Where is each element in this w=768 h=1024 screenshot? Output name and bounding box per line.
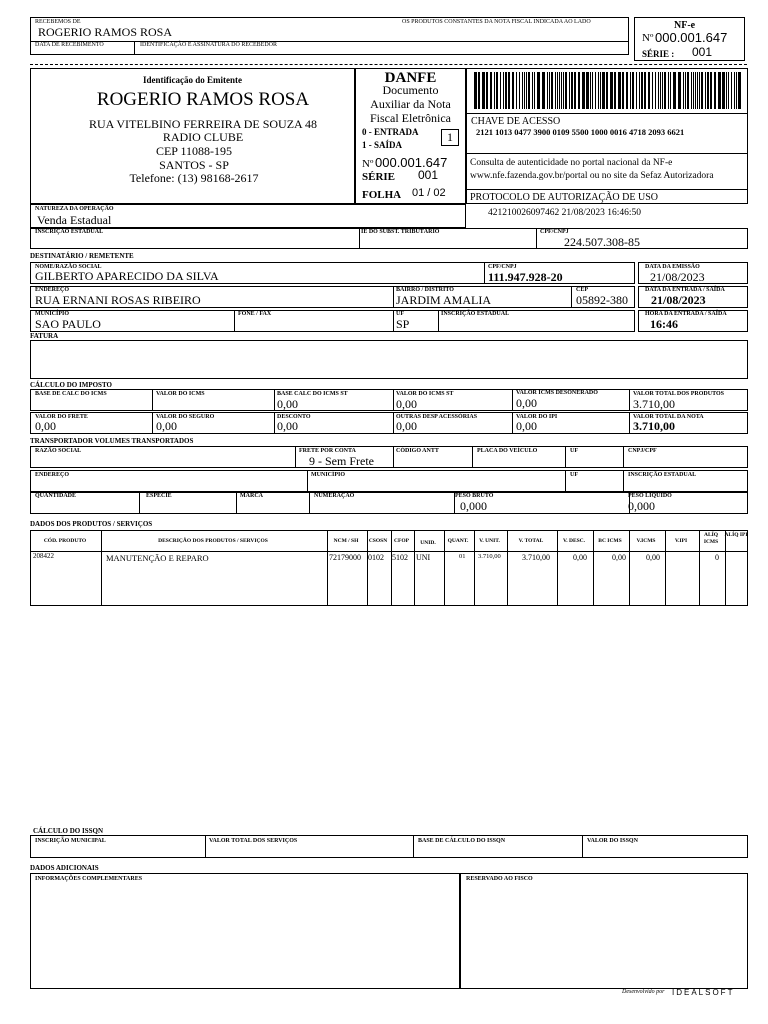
col-quant: QUANT. — [447, 538, 469, 544]
row-bcicms: 0,00 — [612, 553, 626, 562]
emitente-cnpj-label: CPF/CNPJ — [540, 229, 569, 235]
transp-uf2-label: UF — [570, 472, 578, 478]
canhoto-data-recebimento-label: DATA DE RECEBIMENTO — [35, 42, 104, 48]
row-vdesc: 0,00 — [573, 553, 587, 562]
barcode-bar — [668, 72, 669, 109]
fatura-section: FATURA — [30, 332, 59, 340]
canhoto-numero-prefix: Nº — [642, 32, 654, 44]
barcode-bar — [622, 72, 624, 109]
barcode-bar — [693, 72, 694, 109]
dest-cep: 05892-380 — [576, 293, 628, 307]
issqn-total-label: VALOR TOTAL DOS SERVIÇOS — [209, 838, 298, 844]
seguro-label: VALOR DO SEGURO — [156, 414, 215, 420]
barcode-bar — [555, 72, 556, 109]
reservado-fisco-box — [460, 873, 748, 989]
danfe-desc3: Fiscal Eletrônica — [370, 111, 451, 125]
barcode-bar — [549, 72, 550, 109]
danfe-folha: 01 / 02 — [412, 187, 446, 199]
transp-peso-bruto-label: PESO BRUTO — [455, 493, 494, 499]
dest-cpf-label: CPF/CNPJ — [488, 264, 517, 270]
barcode-bar — [697, 72, 698, 109]
barcode-bar — [494, 72, 495, 109]
chave-label: CHAVE DE ACESSO — [471, 116, 561, 127]
dest-municipio-label: MUNICÍPIO — [35, 311, 69, 317]
barcode-bar — [610, 72, 613, 109]
barcode-bar — [658, 72, 659, 109]
barcode-bar — [678, 72, 681, 109]
barcode-bar — [736, 72, 737, 109]
barcode-bar — [710, 72, 712, 109]
barcode-bar — [673, 72, 676, 109]
total-nota: 3.710,00 — [633, 419, 675, 433]
emitente-header: Identificação do Emitente — [143, 75, 242, 85]
seguro: 0,00 — [156, 419, 177, 433]
emitente-nome: ROGERIO RAMOS ROSA — [96, 89, 310, 110]
valor-st: 0,00 — [396, 397, 417, 411]
dest-saida: 21/08/2023 — [651, 293, 706, 307]
row-vicms: 0,00 — [646, 553, 660, 562]
barcode-bar — [614, 72, 616, 109]
natureza-value: Venda Estadual — [37, 213, 112, 227]
barcode-bar — [578, 72, 580, 109]
col-codigo: CÓD. PRODUTO — [43, 538, 87, 544]
adicionais-section: DADOS ADICIONAIS — [30, 864, 99, 872]
transp-ie-label: INSCRIÇÃO ESTADUAL — [628, 472, 697, 478]
barcode-bar — [519, 72, 520, 109]
barcode-bar — [738, 72, 741, 109]
col-vtotal: V. TOTAL — [518, 538, 544, 544]
emitente-cnpj: 224.507.308-85 — [564, 235, 640, 249]
barcode-bar — [626, 72, 628, 109]
canhoto-recebemos-label: RECEBEMOS DE — [35, 19, 81, 25]
ipi-label: VALOR DO IPI — [516, 414, 558, 420]
desconto: 0,00 — [277, 419, 298, 433]
natureza-label: NATUREZA DA OPERAÇÃO — [35, 206, 114, 212]
issqn-section: CÁLCULO DO ISSQN — [33, 827, 104, 835]
barcode-bar — [474, 72, 477, 109]
barcode-bar — [644, 72, 646, 109]
barcode-bar — [699, 72, 700, 109]
desconto-label: DESCONTO — [277, 414, 311, 420]
footer-brand: IDEALSOFT — [672, 988, 735, 997]
row-vtotal: 3.710,00 — [522, 553, 550, 562]
barcode-bar — [722, 72, 725, 109]
barcode-bar — [734, 72, 735, 109]
total-produtos: 3.710,00 — [633, 397, 675, 411]
barcode-bar — [516, 72, 517, 109]
issqn-base-label: BASE DE CÁLCULO DO ISSQN — [418, 838, 506, 844]
transp-numeracao-label: NUMERAÇÃO — [314, 493, 355, 499]
barcode-bar — [606, 72, 608, 109]
barcode-bar — [500, 72, 501, 109]
canhoto-serie: 001 — [692, 45, 713, 59]
desonerado: 0,00 — [516, 396, 537, 410]
barcode-bar — [505, 72, 507, 109]
dashed-separator — [30, 64, 747, 65]
transp-frete: 9 - Sem Frete — [309, 454, 374, 468]
footer-desenvolvido: Desenvolvido por — [622, 989, 665, 995]
canhoto-emitente: ROGERIO RAMOS ROSA — [38, 25, 173, 39]
barcode-bar — [718, 72, 721, 109]
transp-quantidade-label: QUANTIDADE — [35, 493, 77, 499]
barcode-bar — [526, 72, 527, 109]
danfe-saida: 1 - SAÍDA — [362, 140, 403, 150]
transp-antt-label: CÓDIGO ANTT — [396, 448, 439, 454]
imposto-section: CÁLCULO DO IMPOSTO — [30, 381, 112, 389]
barcode-bar — [652, 72, 653, 109]
valor-icms-label: VALOR DO ICMS — [156, 391, 205, 397]
col-vdesc: V. DESC. — [562, 538, 586, 544]
danfe-serie: 001 — [418, 168, 439, 182]
barcode-bar — [478, 72, 480, 109]
dest-hora: 16:46 — [650, 317, 678, 331]
row-codigo: 208422 — [33, 552, 54, 560]
frete: 0,00 — [35, 419, 56, 433]
barcode-bar — [662, 72, 663, 109]
danfe-tipo: 1 — [447, 130, 453, 144]
danfe-numero: 000.001.647 — [375, 155, 448, 170]
barcode-bar — [482, 72, 485, 109]
barcode-bar — [726, 72, 727, 109]
barcode-bar — [547, 72, 548, 109]
danfe-folha-label: FOLHA — [362, 189, 402, 201]
col-aliq-ipi: ALÍQ IPI — [724, 532, 748, 538]
barcode-bar — [595, 72, 596, 109]
reservado-fisco-label: RESERVADO AO FISCO — [466, 876, 533, 882]
produtos-section: DADOS DOS PRODUTOS / SERVIÇOS — [30, 520, 153, 528]
canhoto-serie-label: SÉRIE : — [642, 49, 675, 59]
canhoto-numero: 000.001.647 — [655, 30, 728, 45]
chave-protocolo-label: PROTOCOLO DE AUTORIZAÇÃO DE USO — [470, 192, 658, 203]
transp-marca-label: MARCA — [240, 493, 263, 499]
barcode-bar — [557, 72, 558, 109]
barcode-bar — [561, 72, 562, 109]
transp-uf-label: UF — [570, 448, 578, 454]
barcode-bar — [641, 72, 643, 109]
barcode-bar — [664, 72, 666, 109]
transp-peso-bruto: 0,000 — [460, 499, 487, 513]
ie-label: INSCRIÇÃO ESTADUAL — [35, 229, 104, 235]
row-aliq-icms: 0 — [715, 553, 719, 562]
col-aliq-icms: ALÍQ ICMS — [703, 532, 719, 545]
col-cfop: CFOP — [394, 538, 409, 544]
barcode-bar — [532, 72, 533, 109]
dest-cpf: 111.947.928-20 — [488, 270, 563, 284]
emitente-telefone: Telefone: (13) 98168-2617 — [129, 171, 259, 185]
barcode-bar — [490, 72, 492, 109]
danfe-numero-prefix: Nº — [362, 158, 374, 170]
dest-nome-label: NOME/RAZÃO SOCIAL — [35, 264, 102, 270]
barcode-bar — [565, 72, 567, 109]
base-st: 0,00 — [277, 397, 298, 411]
danfe-desc2: Auxiliar da Nota — [370, 97, 451, 111]
destinatario-section: DESTINATÁRIO / REMETENTE — [30, 252, 134, 260]
barcode-bar — [602, 72, 605, 109]
canhoto-nfe-label: NF-e — [674, 20, 696, 31]
chave-consulta1: Consulta de autenticidade no portal nacional da NF-e — [470, 158, 673, 168]
barcode-bar — [571, 72, 573, 109]
barcode-bar — [731, 72, 732, 109]
col-csosn: CSOSN — [368, 538, 388, 544]
row-vunit: 3.710,00 — [478, 553, 501, 560]
dest-municipio: SAO PAULO — [35, 317, 101, 331]
barcode-bar — [705, 72, 706, 109]
transp-endereco-label: ENDEREÇO — [35, 472, 70, 478]
emitente-cidade: SANTOS - SP — [159, 158, 229, 172]
chave-value: 2121 1013 0477 3900 0109 5500 1000 0016 4718 2093 6621 — [476, 127, 685, 137]
barcode-bar — [592, 72, 593, 109]
base-st-label: BASE CALC DO ICMS ST — [277, 391, 348, 397]
dest-uf: SP — [396, 317, 410, 331]
barcode-bar — [582, 72, 585, 109]
emitente-bairro: RADIO CLUBE — [162, 130, 244, 144]
barcode-bar — [590, 72, 591, 109]
barcode-bar — [542, 72, 545, 109]
row-descricao: MANUTENÇÃO E REPARO — [106, 553, 209, 563]
frete-label: VALOR DO FRETE — [35, 414, 88, 420]
emitente-cep: CEP 11088-195 — [155, 144, 233, 158]
barcode-bar — [534, 72, 535, 109]
barcode-bar — [551, 72, 553, 109]
transp-peso-liquido: 0,000 — [628, 499, 655, 513]
transp-peso-liquido-label: PESO LÍQUIDO — [628, 493, 672, 499]
dest-saida-label: DATA DA ENTRADA / SAÍDA — [645, 287, 725, 293]
barcode-bar — [691, 72, 692, 109]
barcode-bar — [496, 72, 498, 109]
col-ncm: NCM / SH — [333, 538, 359, 544]
danfe-title: DANFE — [384, 70, 437, 86]
desonerado-label: VALOR ICMS DESONERADO — [516, 390, 598, 396]
emitente-endereco: RUA VITELBINO FERREIRA DE SOUZA 48 — [88, 117, 318, 131]
total-nota-label: VALOR TOTAL DA NOTA — [633, 414, 704, 420]
barcode-bar — [524, 72, 525, 109]
transp-placa-label: PLACA DO VEÍCULO — [477, 448, 538, 454]
col-unid: UNID. — [420, 540, 436, 546]
col-descricao: DESCRIÇÃO DOS PRODUTOS / SERVIÇOS — [158, 538, 268, 544]
dest-bairro: JARDIM AMALIA — [396, 293, 492, 307]
issqn-box — [30, 835, 748, 858]
ipi: 0,00 — [516, 419, 537, 433]
canhoto-produtos-label: OS PRODUTOS CONSTANTES DA NOTA FISCAL INDICADA AO LADO — [402, 19, 591, 25]
barcode-bar — [639, 72, 640, 109]
row-csosn: 0102 — [368, 553, 384, 562]
barcode-bar — [512, 72, 514, 109]
barcode-bar — [714, 72, 716, 109]
chave-protocolo: 421210026097462 21/08/2023 16:46:50 — [488, 208, 642, 218]
dest-hora-label: HORA DA ENTRADA / SAÍDA — [645, 311, 727, 317]
chave-consulta2: www.nfe.fazenda.gov.br/portal ou no site da Sefaz Autorizadora — [470, 171, 714, 181]
transp-cnpj-label: CNPJ/CPF — [628, 448, 657, 454]
barcode-bar — [537, 72, 540, 109]
base-icms-label: BASE DE CALC DO ICMS — [35, 391, 107, 397]
info-complementares-box — [30, 873, 460, 989]
barcode-bar — [600, 72, 601, 109]
barcode-bar — [707, 72, 709, 109]
transp-frete-label: FRETE POR CONTA — [299, 448, 356, 454]
dest-uf-label: UF — [396, 311, 404, 317]
barcode-bar — [695, 72, 696, 109]
barcode-bar — [574, 72, 576, 109]
barcode-bar — [563, 72, 564, 109]
barcode-bar — [660, 72, 661, 109]
barcode-bar — [632, 72, 634, 109]
row-quant: 01 — [459, 553, 466, 560]
barcode-bar — [559, 72, 560, 109]
transp-razao-label: RAZÃO SOCIAL — [35, 448, 82, 454]
dest-bairro-label: BAIRRO / DISTRITO — [396, 287, 454, 293]
danfe-serie-label: SÉRIE — [362, 171, 396, 183]
row-unid: UNI — [416, 553, 431, 562]
info-complementares-label: INFORMAÇÕES COMPLEMENTARES — [35, 876, 143, 882]
row-ncm: 72179000 — [329, 553, 361, 562]
barcode-bar — [648, 72, 650, 109]
issqn-inscricao-label: INSCRIÇÃO MUNICIPAL — [35, 838, 106, 844]
dest-fone-label: FONE / FAX — [238, 311, 272, 317]
barcode-bar — [528, 72, 530, 109]
dest-cep-label: CEP — [576, 287, 588, 293]
danfe-entrada: 0 - ENTRADA — [362, 127, 419, 137]
barcode — [474, 72, 744, 109]
barcode-bar — [701, 72, 703, 109]
outras: 0,00 — [396, 419, 417, 433]
canhoto-assinatura-label: IDENTIFICAÇÃO E ASSINATURA DO RECEBEDOR — [140, 42, 278, 48]
barcode-bar — [630, 72, 631, 109]
dest-endereco-label: ENDEREÇO — [35, 287, 70, 293]
barcode-bar — [655, 72, 656, 109]
dest-emissao: 21/08/2023 — [650, 270, 705, 284]
col-vunit: V. UNIT. — [479, 538, 500, 544]
row-cfop: 5102 — [392, 553, 408, 562]
dest-endereco: RUA ERNANI ROSAS RIBEIRO — [35, 293, 201, 307]
total-produtos-label: VALOR TOTAL DOS PRODUTOS — [633, 391, 724, 397]
barcode-bar — [486, 72, 488, 109]
col-vipi: V.IPI — [674, 538, 688, 544]
col-bcicms: BC ICMS — [598, 538, 622, 544]
valor-st-label: VALOR DO ICMS ST — [396, 391, 454, 397]
barcode-bar — [618, 72, 621, 109]
issqn-valor-label: VALOR DO ISSQN — [587, 838, 638, 844]
barcode-bar — [728, 72, 729, 109]
barcode-bar — [586, 72, 589, 109]
transportador-section: TRANSPORTADOR VOLUMES TRANSPORTADOS — [30, 437, 194, 445]
danfe-desc1: Documento — [382, 83, 439, 97]
dest-nome: GILBERTO APARECIDO DA SILVA — [35, 269, 219, 283]
barcode-bar — [508, 72, 510, 109]
barcode-bar — [683, 72, 684, 109]
barcode-bar — [687, 72, 689, 109]
ie-st-label: IE DO SUBST. TRIBUTÁRIO — [361, 229, 440, 235]
barcode-bar — [569, 72, 570, 109]
barcode-bar — [685, 72, 686, 109]
barcode-bar — [670, 72, 671, 109]
transp-especie-label: ESPÉCIE — [146, 493, 172, 499]
dest-emissao-label: DATA DA EMISSÃO — [645, 264, 700, 270]
transp-municipio-label: MUNICÍPIO — [311, 472, 345, 478]
fatura-box — [30, 340, 748, 379]
dest-ie-label: INSCRIÇÃO ESTADUAL — [441, 311, 510, 317]
outras-label: OUTRAS DESP ACESSÓRIAS — [396, 414, 478, 420]
barcode-bar — [503, 72, 504, 109]
barcode-bar — [522, 72, 523, 109]
barcode-bar — [636, 72, 637, 109]
barcode-bar — [598, 72, 599, 109]
dest-row3 — [30, 310, 635, 332]
col-vicms: V.ICMS — [636, 538, 656, 544]
